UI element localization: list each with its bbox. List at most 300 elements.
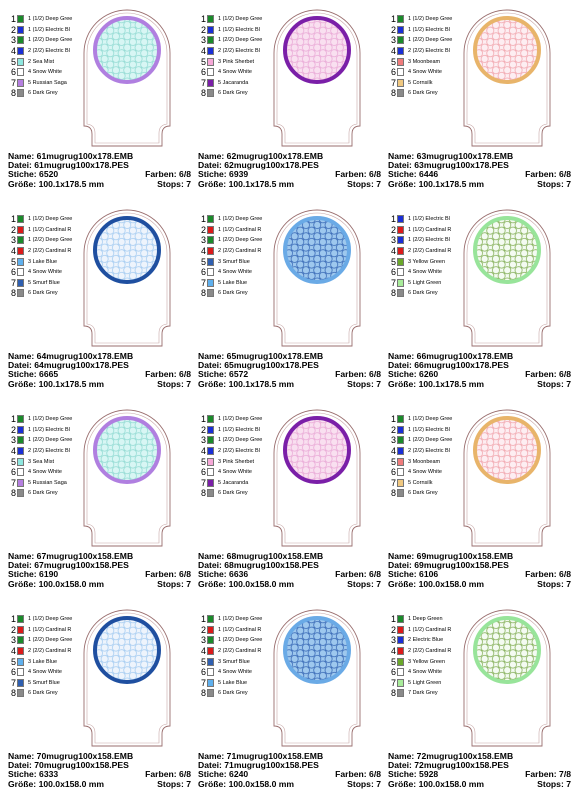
thread-name: 3 Lake Blue <box>28 658 58 665</box>
file-label: Datei: <box>198 160 222 171</box>
size-label: Größe: <box>8 378 37 389</box>
stitch-count: 6520 <box>39 169 59 180</box>
stop-count: 7 <box>186 178 191 189</box>
color-step-number: 7 <box>10 77 16 88</box>
color-step-number: 8 <box>390 488 396 499</box>
stops-label: Stops: <box>537 778 564 789</box>
size-row <box>8 180 191 189</box>
design-size: 100.0x158.0 mm <box>418 578 485 589</box>
color-swatch <box>17 447 24 455</box>
stops-label: Stops: <box>537 378 564 389</box>
stitches-label: Stiche: <box>8 569 37 580</box>
color-swatch <box>207 226 214 234</box>
stop-count: 7 <box>186 578 191 589</box>
thread-name: 4 Snow White <box>218 269 252 276</box>
thread-name: 2 Electric Blue <box>408 637 444 644</box>
design-file: 67mugrug100x158.PES <box>34 560 129 571</box>
color-swatch <box>207 615 214 623</box>
colors-label: Farben: <box>145 169 177 180</box>
design-file: 69mugrug100x158.PES <box>414 560 509 571</box>
color-swatch <box>17 615 24 623</box>
color-swatch <box>207 489 214 497</box>
file-label: Datei: <box>8 560 32 571</box>
mug-rug-preview <box>82 208 172 348</box>
size-label: Größe: <box>8 578 37 589</box>
stops-label: Stops: <box>157 778 184 789</box>
size-label: Größe: <box>388 578 417 589</box>
color-swatch <box>397 626 404 634</box>
thread-name: 1 (1/2) Deep Gree <box>28 416 73 423</box>
design-file: 61mugrug100x178.PES <box>34 160 129 171</box>
color-step-number: 6 <box>10 67 16 78</box>
color-step-number: 4 <box>200 646 206 657</box>
stops-label: Stops: <box>347 378 374 389</box>
color-swatch <box>17 89 24 97</box>
color-step-number: 4 <box>200 46 206 57</box>
size-row <box>388 380 571 389</box>
color-swatch <box>17 689 24 697</box>
thread-name: 1 (1/2) Electric Bl <box>408 26 450 33</box>
color-step-number: 6 <box>390 67 396 78</box>
color-swatch <box>397 615 404 623</box>
thread-name: 4 Snow White <box>408 69 442 76</box>
color-step-number: 2 <box>10 424 16 435</box>
file-label: Datei: <box>388 160 412 171</box>
color-swatch <box>207 468 214 476</box>
thread-name: 1 (1/2) Cardinal R <box>408 626 452 633</box>
color-swatch <box>17 258 24 266</box>
stitch-count: 6665 <box>39 369 59 380</box>
color-step-number: 5 <box>390 56 396 67</box>
stop-count: 7 <box>566 178 571 189</box>
color-step-number: 8 <box>10 488 16 499</box>
thread-name: 2 (2/2) Electric Bl <box>408 48 450 55</box>
color-swatch <box>17 15 24 23</box>
color-step-number: 1 <box>10 614 16 625</box>
mug-rug-preview <box>272 608 362 748</box>
color-step-number: 1 <box>10 14 16 25</box>
name-label: Name: <box>388 551 415 561</box>
thread-name: 1 (2/2) Deep Gree <box>218 437 263 444</box>
color-step-number: 6 <box>200 267 206 278</box>
design-card <box>0 0 190 200</box>
color-count: 7/8 <box>559 769 571 780</box>
thread-name: 5 Jacaranda <box>218 479 249 486</box>
color-swatch <box>17 236 24 244</box>
thread-name: 2 (2/2) Electric Bl <box>218 48 260 55</box>
design-file: 65mugrug100x178.PES <box>224 360 319 371</box>
color-step-number: 5 <box>10 56 16 67</box>
color-swatch <box>17 79 24 87</box>
color-swatch <box>397 68 404 76</box>
color-step-number: 6 <box>390 267 396 278</box>
color-swatch <box>397 647 404 655</box>
stops-label: Stops: <box>157 178 184 189</box>
color-step-number: 1 <box>200 414 206 425</box>
design-file: 68mugrug100x158.PES <box>224 560 319 571</box>
thread-name: 6 Dark Grey <box>408 90 438 97</box>
color-swatch <box>397 26 404 34</box>
file-label: Datei: <box>8 360 32 371</box>
design-name: 66mugrug100x178.EMB <box>416 351 514 361</box>
color-swatch <box>17 247 24 255</box>
design-name: 69mugrug100x158.EMB <box>416 551 514 561</box>
color-step-number: 1 <box>390 614 396 625</box>
color-step-number: 4 <box>200 446 206 457</box>
stitches-label: Stiche: <box>8 769 37 780</box>
color-step-number: 8 <box>10 688 16 699</box>
color-step-number: 6 <box>10 467 16 478</box>
color-swatch <box>17 436 24 444</box>
thread-name: 3 Lake Blue <box>28 258 58 265</box>
size-label: Größe: <box>198 578 227 589</box>
color-step-number: 3 <box>390 235 396 246</box>
thread-name: 5 Light Green <box>408 279 442 286</box>
file-label: Datei: <box>198 760 222 771</box>
colors-label: Farben: <box>145 569 177 580</box>
thread-name: 1 (1/2) Deep Gree <box>218 16 263 23</box>
design-file: 72mugrug100x158.PES <box>414 760 509 771</box>
size-row <box>198 780 381 789</box>
thread-name: 1 (2/2) Deep Gree <box>28 637 73 644</box>
thread-name: 4 Snow White <box>408 669 442 676</box>
color-swatch <box>397 679 404 687</box>
design-card <box>0 200 190 400</box>
design-card <box>190 0 380 200</box>
size-row <box>198 380 381 389</box>
thread-name: 1 (1/2) Cardinal R <box>218 626 262 633</box>
thread-name: 6 Dark Grey <box>218 90 248 97</box>
color-swatch <box>397 458 404 466</box>
color-step-number: 4 <box>390 446 396 457</box>
size-row <box>388 180 571 189</box>
color-swatch <box>397 215 404 223</box>
thread-name: 4 Snow White <box>28 469 62 476</box>
color-step-number: 2 <box>10 24 16 35</box>
color-step-number: 2 <box>200 424 206 435</box>
color-step-number: 8 <box>390 288 396 299</box>
mug-rug-preview <box>272 8 362 148</box>
thread-name: 3 Moonbeam <box>408 458 441 465</box>
color-step-number: 2 <box>390 224 396 235</box>
color-swatch <box>17 458 24 466</box>
mug-rug-preview <box>462 8 552 148</box>
thread-name: 4 Snow White <box>408 469 442 476</box>
design-size: 100.1x178.5 mm <box>228 378 295 389</box>
color-step-number: 4 <box>390 46 396 57</box>
design-card <box>190 600 380 800</box>
thread-name: 5 Russian Saga <box>28 479 67 486</box>
name-label: Name: <box>8 151 35 161</box>
design-card <box>380 200 570 400</box>
thread-name: 5 Light Green <box>408 679 442 686</box>
design-card <box>380 0 570 200</box>
name-label: Name: <box>198 151 225 161</box>
thread-name: 5 Smurf Blue <box>28 679 60 686</box>
design-size: 100.0x158.0 mm <box>418 778 485 789</box>
color-swatch <box>397 36 404 44</box>
design-info <box>198 352 381 389</box>
mug-rug-preview <box>272 408 362 548</box>
stitches-label: Stiche: <box>198 569 227 580</box>
design-name: 67mugrug100x158.EMB <box>36 551 134 561</box>
stitches-label: Stiche: <box>388 769 417 780</box>
color-step-number: 7 <box>390 677 396 688</box>
color-swatch <box>207 236 214 244</box>
colors-label: Farben: <box>335 169 367 180</box>
design-card <box>190 200 380 400</box>
color-swatch <box>207 679 214 687</box>
thread-name: 4 Snow White <box>408 269 442 276</box>
name-label: Name: <box>198 351 225 361</box>
thread-name: 1 (1/2) Electric Bl <box>408 426 450 433</box>
mug-rug-preview <box>82 8 172 148</box>
thread-name: 5 Lake Blue <box>218 679 248 686</box>
color-count: 6/8 <box>179 169 191 180</box>
color-count: 6/8 <box>369 169 381 180</box>
color-swatch <box>207 15 214 23</box>
name-label: Name: <box>198 751 225 761</box>
color-step-number: 7 <box>10 677 16 688</box>
color-step-number: 7 <box>200 477 206 488</box>
design-info <box>388 352 571 389</box>
design-name: 68mugrug100x158.EMB <box>226 551 324 561</box>
file-label: Datei: <box>198 360 222 371</box>
thread-name: 6 Dark Grey <box>28 290 58 297</box>
color-step-number: 2 <box>200 624 206 635</box>
thread-name: 4 Snow White <box>218 69 252 76</box>
color-swatch <box>17 647 24 655</box>
thread-name: 3 Pink Sherbet <box>218 458 255 465</box>
design-info <box>198 552 381 589</box>
color-swatch <box>207 258 214 266</box>
stitch-count: 6333 <box>39 769 59 780</box>
design-info <box>388 152 571 189</box>
color-swatch <box>207 247 214 255</box>
stitch-count: 5928 <box>419 769 439 780</box>
color-count: 6/8 <box>369 569 381 580</box>
color-step-number: 3 <box>10 635 16 646</box>
design-card <box>380 600 570 800</box>
stitch-count: 6190 <box>39 569 59 580</box>
color-swatch <box>17 668 24 676</box>
file-label: Datei: <box>198 560 222 571</box>
thread-name: 2 (2/2) Cardinal R <box>28 248 72 255</box>
thread-name: 2 (2/2) Electric Bl <box>28 448 70 455</box>
color-swatch <box>17 426 24 434</box>
name-label: Name: <box>8 351 35 361</box>
color-step-number: 2 <box>390 624 396 635</box>
color-step-number: 4 <box>10 446 16 457</box>
color-swatch <box>207 26 214 34</box>
stitches-label: Stiche: <box>198 769 227 780</box>
color-step-number: 5 <box>10 456 16 467</box>
color-swatch <box>397 79 404 87</box>
color-swatch <box>397 668 404 676</box>
color-swatch <box>397 268 404 276</box>
color-step-number: 7 <box>10 277 16 288</box>
stitch-count: 6636 <box>229 569 249 580</box>
color-swatch <box>207 658 214 666</box>
stops-label: Stops: <box>347 178 374 189</box>
design-size: 100.0x158.0 mm <box>38 778 105 789</box>
color-step-number: 3 <box>390 435 396 446</box>
color-step-number: 7 <box>390 77 396 88</box>
color-step-number: 3 <box>200 635 206 646</box>
thread-name: 4 Snow White <box>218 469 252 476</box>
color-step-number: 1 <box>10 414 16 425</box>
colors-label: Farben: <box>525 769 557 780</box>
color-count: 6/8 <box>369 369 381 380</box>
colors-label: Farben: <box>525 169 557 180</box>
design-size: 100.0x158.0 mm <box>228 778 295 789</box>
design-name: 61mugrug100x178.EMB <box>36 151 134 161</box>
thread-name: 1 (1/2) Deep Gree <box>218 416 263 423</box>
thread-name: 2 (2/2) Electric Bl <box>28 48 70 55</box>
color-swatch <box>207 268 214 276</box>
color-swatch <box>207 68 214 76</box>
color-step-number: 2 <box>10 224 16 235</box>
size-row <box>198 580 381 589</box>
color-step-number: 6 <box>10 667 16 678</box>
color-swatch <box>17 468 24 476</box>
stitch-count: 6572 <box>229 369 249 380</box>
mug-rug-preview <box>462 208 552 348</box>
colors-label: Farben: <box>525 569 557 580</box>
size-row <box>198 180 381 189</box>
stop-count: 7 <box>376 378 381 389</box>
thread-name: 1 (1/2) Deep Gree <box>408 16 453 23</box>
thread-name: 5 Jacaranda <box>218 79 249 86</box>
thread-name: 1 (1/2) Deep Gree <box>408 416 453 423</box>
thread-name: 5 Cornsilk <box>408 79 433 86</box>
thread-name: 2 (2/2) Cardinal R <box>408 248 452 255</box>
stitch-count: 6260 <box>419 369 439 380</box>
size-row <box>8 380 191 389</box>
color-swatch <box>17 626 24 634</box>
color-step-number: 1 <box>390 14 396 25</box>
colors-label: Farben: <box>335 369 367 380</box>
design-card <box>0 600 190 800</box>
color-step-number: 3 <box>390 35 396 46</box>
thread-name: 1 (1/2) Deep Gree <box>218 216 263 223</box>
design-size: 100.1x178.5 mm <box>418 178 485 189</box>
color-step-number: 2 <box>390 424 396 435</box>
color-swatch <box>207 447 214 455</box>
thread-name: 2 Sea Mist <box>28 58 54 65</box>
design-file: 63mugrug100x178.PES <box>414 160 509 171</box>
mug-rug-preview <box>462 608 552 748</box>
name-label: Name: <box>8 751 35 761</box>
size-row <box>8 580 191 589</box>
design-info <box>388 552 571 589</box>
color-step-number: 7 <box>10 477 16 488</box>
color-step-number: 5 <box>200 256 206 267</box>
color-swatch <box>17 268 24 276</box>
stitch-count: 6939 <box>229 169 249 180</box>
size-label: Größe: <box>388 778 417 789</box>
color-swatch <box>207 89 214 97</box>
thread-name: 3 Yellow Green <box>408 658 445 665</box>
color-step-number: 3 <box>10 35 16 46</box>
color-count: 6/8 <box>179 369 191 380</box>
color-swatch <box>397 489 404 497</box>
thread-name: 1 (2/2) Deep Gree <box>28 437 73 444</box>
design-info <box>198 752 381 789</box>
file-label: Datei: <box>388 360 412 371</box>
color-swatch <box>207 626 214 634</box>
color-swatch <box>17 215 24 223</box>
color-swatch <box>397 258 404 266</box>
stop-count: 7 <box>376 778 381 789</box>
color-swatch <box>17 47 24 55</box>
color-swatch <box>397 426 404 434</box>
thread-name: 6 Dark Grey <box>28 90 58 97</box>
design-size: 100.0x158.0 mm <box>38 578 105 589</box>
name-label: Name: <box>198 551 225 561</box>
stitches-label: Stiche: <box>8 369 37 380</box>
color-swatch <box>207 668 214 676</box>
size-label: Größe: <box>8 778 37 789</box>
color-swatch <box>207 58 214 66</box>
color-swatch <box>397 279 404 287</box>
stitch-count: 6446 <box>419 169 439 180</box>
design-card <box>380 400 570 600</box>
color-swatch <box>17 226 24 234</box>
color-step-number: 6 <box>200 667 206 678</box>
file-label: Datei: <box>8 760 32 771</box>
size-row <box>8 780 191 789</box>
color-swatch <box>397 47 404 55</box>
thread-name: 4 Snow White <box>28 669 62 676</box>
colors-label: Farben: <box>335 569 367 580</box>
color-swatch <box>397 415 404 423</box>
color-step-number: 6 <box>200 467 206 478</box>
thread-name: 4 Snow White <box>28 269 62 276</box>
color-step-number: 5 <box>200 56 206 67</box>
stops-label: Stops: <box>347 778 374 789</box>
color-count: 6/8 <box>559 369 571 380</box>
design-size: 100.1x178.5 mm <box>38 178 105 189</box>
color-swatch <box>207 215 214 223</box>
thread-name: 1 (2/2) Deep Gree <box>28 237 73 244</box>
color-step-number: 5 <box>390 256 396 267</box>
thread-name: 4 Snow White <box>28 69 62 76</box>
stitches-label: Stiche: <box>8 169 37 180</box>
thread-name: 2 (2/2) Cardinal R <box>408 648 452 655</box>
thread-name: 3 Smurf Blue <box>218 258 250 265</box>
thread-name: 1 (1/2) Electric Bl <box>218 26 260 33</box>
color-swatch <box>207 279 214 287</box>
stop-count: 7 <box>186 378 191 389</box>
design-info <box>8 752 191 789</box>
color-swatch <box>397 468 404 476</box>
file-label: Datei: <box>8 160 32 171</box>
design-info <box>8 352 191 389</box>
size-label: Größe: <box>388 378 417 389</box>
design-card <box>0 400 190 600</box>
color-step-number: 5 <box>10 256 16 267</box>
design-name: 71mugrug100x158.EMB <box>226 751 324 761</box>
thread-name: 2 (2/2) Cardinal R <box>28 648 72 655</box>
color-step-number: 5 <box>10 656 16 667</box>
color-step-number: 8 <box>10 288 16 299</box>
stitch-count: 6240 <box>229 769 249 780</box>
file-label: Datei: <box>388 760 412 771</box>
color-count: 6/8 <box>179 769 191 780</box>
color-swatch <box>397 636 404 644</box>
color-step-number: 7 <box>200 277 206 288</box>
